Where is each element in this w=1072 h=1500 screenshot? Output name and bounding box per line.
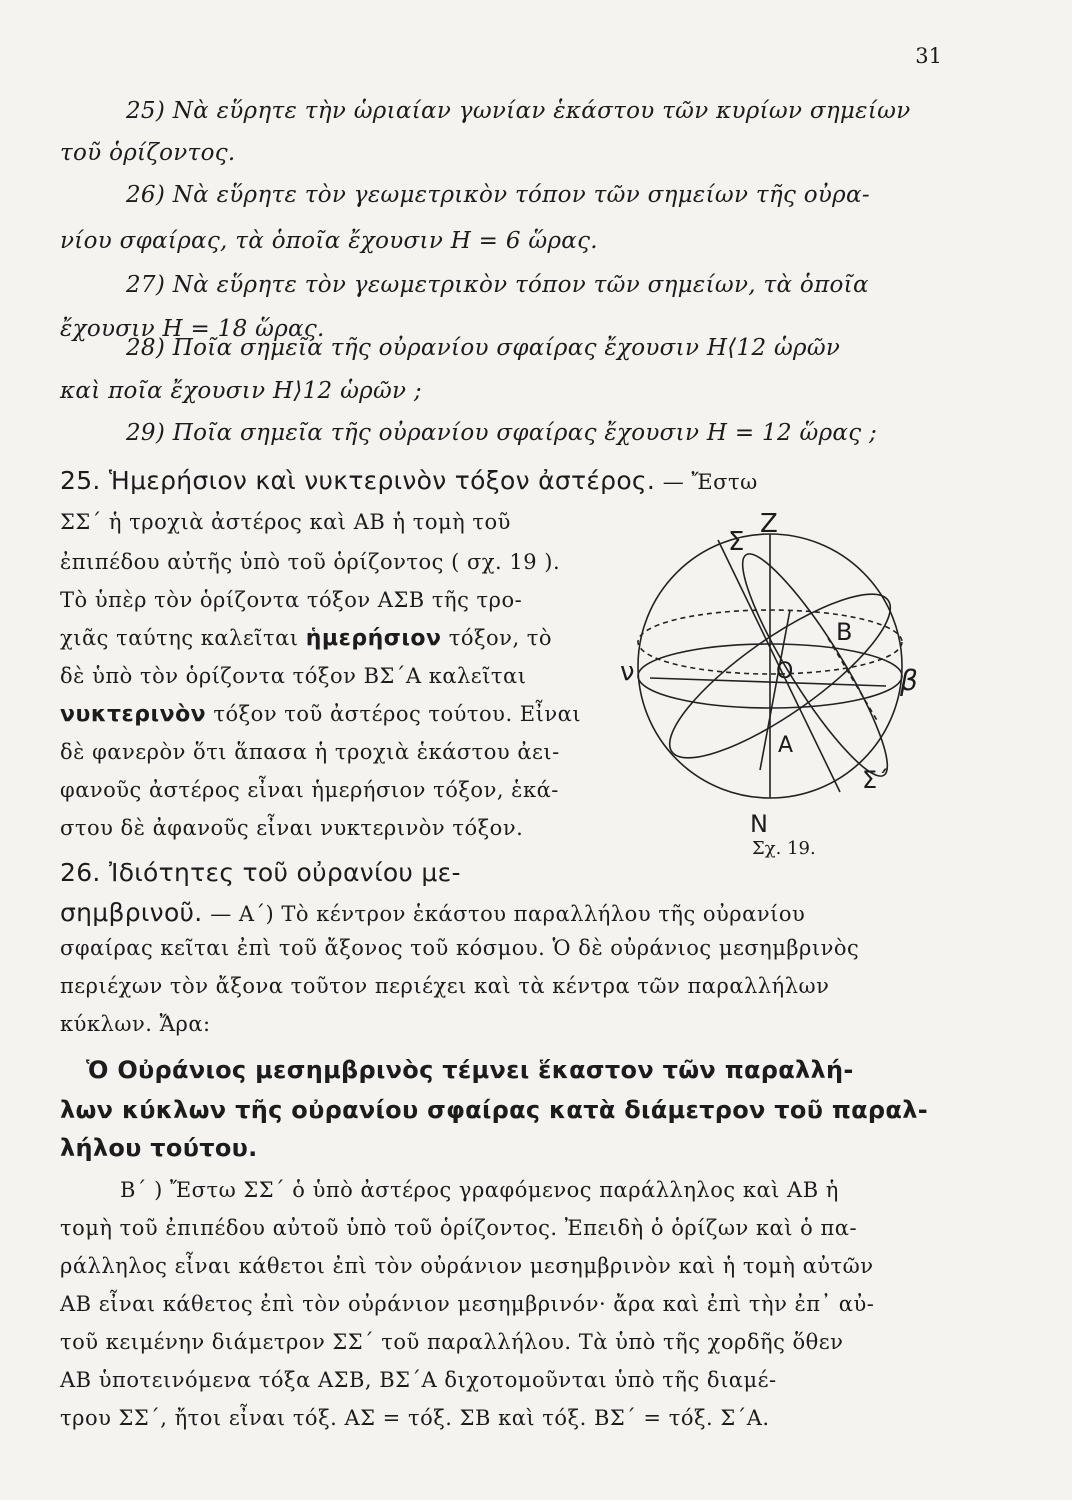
section-25-line: Τὸ ὑπὲρ τὸν ὁρίζοντα τόξον ΑΣΒ τῆς τρο- [60,588,523,612]
part-b-line: τρου ΣΣ΄, ἤτοι εἶναι τόξ. ΑΣ = τόξ. ΣΒ καὶ τόξ. ΒΣ΄ = τόξ. Σ΄Α. [60,1406,770,1430]
text-fragment: χιᾶς ταύτης καλεῖται [60,626,306,650]
term-night-arc: νυκτερινὸν [60,702,207,727]
section-25-heading: 25. Ἡμερήσιον καὶ νυκτερινὸν τόξον ἀστέρος. [60,466,656,495]
part-b-line: τοῦ κειμένην διάμετρον ΣΣ΄ τοῦ παραλλήλου. Τὰ ὑπὸ τῆς χορδῆς ὅθεν [60,1330,844,1354]
section-25-line: δὲ ὑπὸ τὸν ὁρίζοντα τόξον ΒΣ΄Α καλεῖται [60,664,527,688]
page-number: 31 [915,44,942,68]
section-26-line: σφαίρας κεῖται ἐπὶ τοῦ ἄξονος τοῦ κόσμου. Ὁ δὲ οὐράνιος μεσημβρινὸς [60,936,860,960]
text-fragment: τόξον, τὸ [441,626,553,650]
celestial-sphere-figure [610,480,930,870]
label-n: N [750,810,768,838]
label-b-upper: B [836,618,853,646]
part-b-line: Β΄ ) Ἔστω ΣΣ΄ ὁ ὑπὸ ἀστέρος γραφόμενος παράλληλος καὶ ΑΒ ἡ [120,1178,839,1202]
label-sigma: Σ [728,527,745,557]
part-b-line: ράλληλος εἶναι κάθετοι ἐπὶ τὸν οὐράνιον μεσημβρινὸν καὶ ἡ τομὴ αὐτῶν [60,1254,874,1278]
figure-caption: Σχ. 19. [752,838,816,859]
star-orbit-ellipse [724,541,906,789]
exercise-28-line1: 28) Ποῖα σημεῖα τῆς οὐρανίου σφαίρας ἔχουσιν H⟨12 ὡρῶν [126,335,841,361]
label-a: A [778,733,794,758]
part-b-line: ΑΒ εἶναι κάθετος ἐπὶ τὸν οὐράνιον μεσημβρινόν· ἄρα καὶ ἐπὶ τὴν ἐπ᾿ αὐ- [60,1292,875,1316]
horizon-diameter [650,678,886,686]
label-o: O [776,659,794,684]
term-day-arc: ἡμερήσιον [305,626,442,651]
theorem-line: Ὁ Οὐράνιος μεσημβρινὸς τέμνει ἕκαστον τῶν παραλλή- [86,1056,854,1084]
theorem-line: λήλου τούτου. [60,1134,258,1162]
exercise-26-line2: νίου σφαίρας, τὰ ὁποῖα ἔχουσιν H = 6 ὥρας. [60,228,598,254]
section-26-heading: 26. Ἰδιότητες τοῦ οὐρανίου με- [60,858,461,887]
label-v: ν [620,657,635,687]
exercise-27-line1: 27) Νὰ εὕρητε τὸν γεωμετρικὸν τόπον τῶν σημείων, τὰ ὁποῖα [126,272,869,298]
text-fragment: τόξον τοῦ ἀστέρος τούτου. Εἶναι [206,702,582,726]
theorem-line: λων κύκλων τῆς οὐρανίου σφαίρας κατὰ διάμετρον τοῦ παραλ- [60,1096,928,1124]
label-z: Z [760,509,778,539]
section-26-line1 [60,898,962,927]
section-25-line: φανοῦς ἀστέρος εἶναι ἡμερήσιον τόξον, ἑκά- [60,778,559,802]
label-b-lower: β [900,664,918,697]
section-25-line: ἐπιπέδου αὐτῆς ὑπὸ τοῦ ὁρίζοντος ( σχ. 19 ). [60,550,561,574]
section-26-line1-tail: — Α΄) Τὸ κέντρον ἑκάστου παραλλήλου τῆς οὐρανίου [210,902,806,926]
exercise-28-line2: καὶ ποῖα ἔχουσιν H⟩12 ὡρῶν ; [60,378,422,404]
section-26-line: περιέχων τὸν ἄξονα τοῦτον περιέχει καὶ τὰ κέντρα τῶν παραλλήλων [60,974,830,998]
exercise-25-line1: 25) Νὰ εὕρητε τὴν ὡριαίαν γωνίαν ἑκάστου τῶν κυρίων σημείων [126,98,911,124]
section-25-line: ΣΣ΄ ἡ τροχιὰ ἀστέρος καὶ ΑΒ ἡ τομὴ τοῦ [60,510,511,534]
exercise-29-line1: 29) Ποῖα σημεῖα τῆς οὐρανίου σφαίρας ἔχουσιν H = 12 ὥρας ; [126,420,878,446]
part-b-line: τομὴ τοῦ ἐπιπέδου αὐτοῦ ὑπὸ τοῦ ὁρίζοντος. Ἐπειδὴ ὁ ὁρίζων καὶ ὁ πα- [60,1216,858,1240]
part-b-line: ΑΒ ὑποτεινόμενα τόξα ΑΣΒ, ΒΣ΄Α διχοτομοῦνται ὑπὸ τῆς διαμέ- [60,1368,777,1392]
section-25-heading-tail: — Ἔστω [662,470,758,494]
section-26-line: κύκλων. Ἄρα: [60,1012,211,1036]
section-25-line: δὲ φανερὸν ὅτι ἅπασα ἡ τροχιὰ ἑκάστου ἀει- [60,740,560,764]
section-25-line: στου δὲ ἀφανοῦς εἶναι νυκτερινὸν τόξον. [60,816,524,840]
exercise-27-line2: ἔχουσιν H = 18 ὥρας. [60,316,325,342]
exercise-25-line2: τοῦ ὁρίζοντος. [60,140,236,166]
section-26-heading-end: σημβρινοῦ. [60,898,203,927]
label-sigma-prime: Σ΄ [862,766,890,794]
exercise-26-line1: 26) Νὰ εὕρητε τὸν γεωμετρικὸν τόπον τῶν σημείων τῆς οὐρα- [126,182,870,208]
